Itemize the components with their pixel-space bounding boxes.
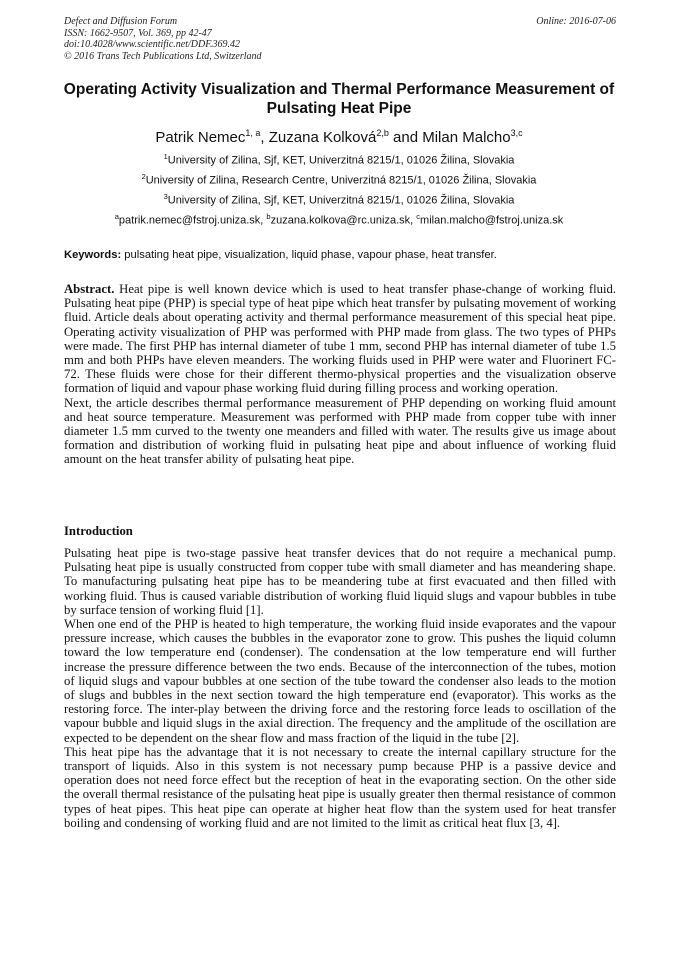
introduction-body — [64, 546, 616, 830]
paper-title: Operating Activity Visualization and Thermal Performance Measurement of Pulsating Heat Pipe — [63, 81, 615, 117]
introduction-paragraph: When one end of the PHP is heated to high temperature, the working fluid inside evaporates and the vapour pressure increase, which causes the bubbles in the evaporator zone to grow. This pushes the liquid column toward the low temperature end (condenser). The condensation at the low temperature end will further increase the pressure difference between the two ends. Because of the interconnection of the tubes, motion of liquid slugs and vapour bubbles at one section of the tube toward the condenser also leads to the motion of slugs and bubbles in the next section toward the high temperature end (evaporator). This works as the restoring force. The inter-play between the driving force and the restoring force leads to oscillation of the vapour bubble and liquid slugs in the axial direction. The frequency and the amplitude of the oscillation are expected to be dependent on the shear flow and mass fraction of the liquid in the tube [2]. — [64, 617, 616, 745]
abstract-paragraph: Next, the article describes thermal performance measurement of PHP depending on working fluid amount and heat source temperature. Measurement was performed with PHP made from copper tube with inner diameter 1.5 mm curved to the twenty one meanders and filled with water. The results give us image about formation and distribution of working fluid in pulsating heat pipe and about influence of working fluid amount on the heat transfer ability of pulsating heat pipe. — [64, 395, 616, 467]
email-superscript: b — [266, 212, 271, 221]
online-date: Online: 2016-07-06 — [536, 16, 616, 27]
author-separator: , — [260, 129, 269, 146]
email-superscript: a — [114, 212, 119, 221]
keywords-text: pulsating heat pipe, visualization, liquid phase, vapour phase, heat transfer. — [121, 249, 497, 261]
affiliation-superscript: 2 — [141, 172, 146, 181]
abstract-paragraph — [64, 282, 616, 396]
journal-doi[interactable]: doi:10.4028/www.scientific.net/DDF.369.42 — [64, 39, 241, 50]
abstract-section — [64, 282, 616, 467]
journal-header — [64, 16, 616, 62]
author-superscript: 3,c — [510, 128, 523, 138]
abstract-label: Abstract. — [64, 282, 115, 296]
author-superscript: 2,b — [376, 128, 389, 138]
affiliation-superscript: 3 — [163, 192, 168, 201]
affiliation-line — [60, 190, 618, 210]
email-text[interactable]: milan.malcho@fstroj.uniza.sk — [420, 214, 564, 227]
keywords-label: Keywords: — [64, 249, 122, 261]
email-text[interactable]: patrik.nemec@fstroj.uniza.sk, — [118, 214, 267, 227]
author-list — [60, 124, 618, 147]
email-text[interactable]: zuzana.kolkova@rc.uniza.sk, — [270, 214, 417, 227]
author-separator: and — [388, 129, 423, 146]
author-superscript: 1, a — [245, 128, 261, 138]
introduction-paragraph: This heat pipe has the advantage that it is not necessary to create the internal capillary structure for the transport of liquids. Also in this system is not necessary pump because PHP is a passive device and operation does not need force effect but the reception of heat in the evaporating section. On the other side the overall thermal resistance of the pulsating heat pipe is usually greater then thermal resistance of common types of heat pipes. This heat pipe can operate at higher heat flow than the system used for heat transfer boiling and condensing of working fluid and are not limited to the limit as critical heat flux [3, 4]. — [64, 744, 616, 830]
affiliation-line — [60, 170, 618, 190]
author-name: Patrik Nemec — [155, 129, 246, 146]
author-name: Zuzana Kolková — [268, 129, 377, 146]
abstract-text: Heat pipe is well known device which is used to heat transfer phase-change of working fluid. Pulsating heat pipe (PHP) is special type of heat pipe which heat transfer by pulsating movement of working fluid. Article deals about operating activity and thermal performance measurement of this special heat pipe. Operating activity visualization of PHP was performed with PHP made from glass. The two types of PHPs were made. The first PHP has internal diameter of tube 1 mm, second PHP has internal diameter of tube 1.5 mm and both PHPs have eleven meanders. The working fluids used in PHP were water and Fluorinert FC-72. These fluids were chose for their different thermo-physical properties and the visualization observe formation of liquid and vapour phase working fluid during filling process and working operation. — [64, 282, 616, 396]
introduction-heading: Introduction — [64, 524, 133, 538]
affiliation-text: University of Zilina, Sjf, KET, Univerzitná 8215/1, 01026 Žilina, Slovakia — [167, 154, 515, 167]
email-superscript: c — [416, 212, 421, 221]
introduction-paragraph: Pulsating heat pipe is two-stage passive heat transfer devices that do not require a mechanical pump. Pulsating heat pipe is usually constructed from copper tube with small diameter and has meandering shape. To manufacturing pulsating heat pipe has to be meandering tube at first evacuated and then filled with working fluid. Thus is caused variable distribution of working fluid liquid slugs and vapour bubbles in tube by surface tension of working fluid [1]. — [64, 546, 616, 617]
email-line — [60, 210, 618, 230]
affiliation-line — [60, 150, 618, 170]
affiliation-superscript: 1 — [163, 152, 168, 161]
journal-issn: ISSN: 1662-9507, Vol. 369, pp 42-47 — [64, 27, 212, 39]
affiliations — [60, 150, 618, 230]
affiliation-text: University of Zilina, Sjf, KET, Univerzitná 8215/1, 01026 Žilina, Slovakia — [167, 194, 515, 207]
author-name: Milan Malcho — [422, 129, 511, 146]
journal-copyright: © 2016 Trans Tech Publications Ltd, Switzerland — [64, 50, 262, 62]
keywords-section — [64, 248, 616, 262]
journal-name: Defect and Diffusion Forum — [64, 16, 178, 27]
affiliation-text: University of Zilina, Research Centre, Univerzitná 8215/1, 01026 Žilina, Slovakia — [145, 174, 537, 187]
